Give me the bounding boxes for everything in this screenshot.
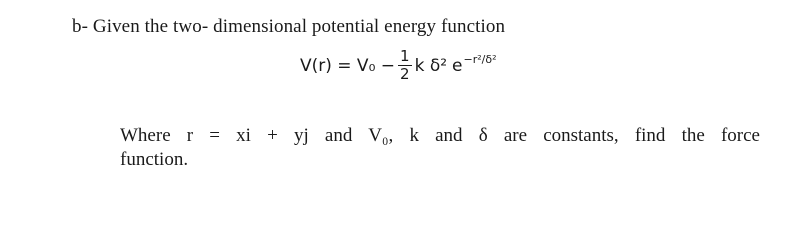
equation-lhs: V(r) = V₀ − — [300, 56, 396, 76]
exponential-base: e — [452, 56, 463, 76]
equation-term: k δ² — [414, 56, 448, 76]
problem-heading: b- Given the two- dimensional potential energy function — [72, 16, 506, 37]
problem-statement-line-2: function. — [120, 149, 189, 170]
fraction-numerator: 1 — [400, 46, 410, 65]
fraction-denominator: 2 — [400, 64, 410, 83]
problem-statement-line-1: Where r = xi + yj and V₀, k and δ are constants, find the force — [120, 125, 760, 146]
equation-fraction — [398, 46, 412, 83]
exponential-exponent: −r²/δ² — [463, 52, 497, 66]
potential-energy-equation — [300, 44, 497, 88]
